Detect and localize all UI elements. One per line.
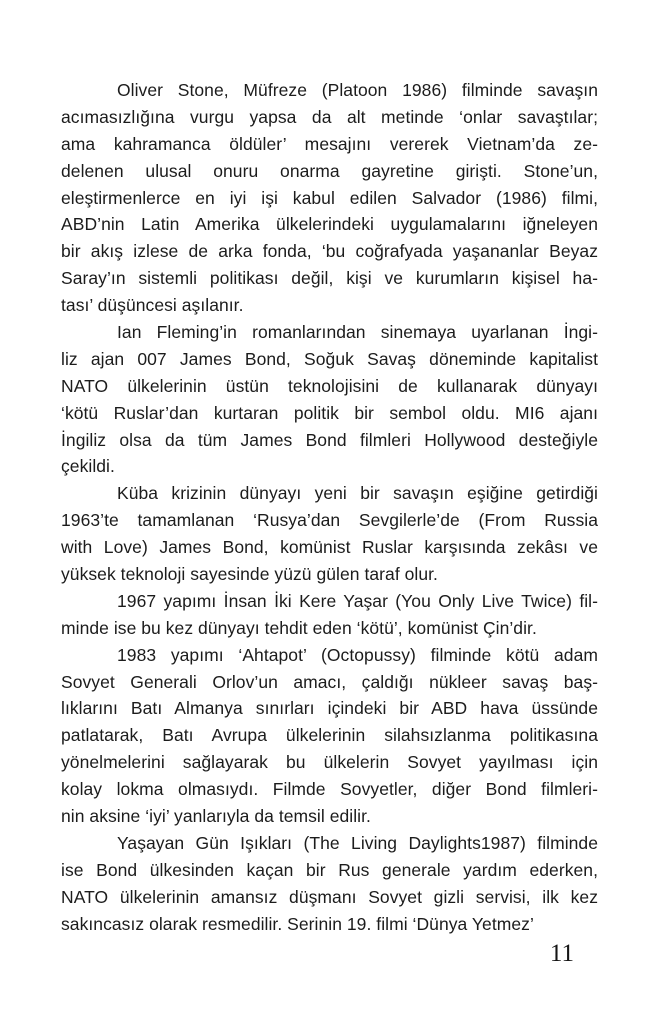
text-line: acımasızlığına vurgu yapsa da alt metinde ‘onlar savaştılar;	[61, 106, 598, 127]
text-line: Küba krizinin dünyayı yeni bir savaşın eşiğine getirdiği	[117, 483, 598, 504]
text-line: ABD’nin Latin Amerika ülkelerindeki uygulamalarını iğneleyen	[61, 214, 598, 235]
text-line: yönelmelerini sağlayarak bu ülkelerin Sovyet yayılması için	[61, 752, 598, 773]
text-line: patlatarak, Batı Avrupa ülkelerinin silahsızlanma politikasına	[61, 725, 598, 746]
text-line: yüksek teknoloji sayesinde yüzü gülen taraf olur.	[61, 564, 438, 585]
text-line: Oliver Stone, Müfreze (Platoon 1986) filminde savaşın	[117, 80, 598, 100]
text-line: 1983 yapımı ‘Ahtapot’ (Octopussy) filminde kötü adam	[117, 644, 598, 665]
text-line: NATO ülkelerinin amansız düşmanı Sovyet gizli servisi, ilk kez	[61, 886, 598, 907]
page-number: 11	[549, 940, 574, 967]
text-line: Sovyet Generali Orlov’un amacı, çaldığı nükleer savaş baş-	[61, 671, 598, 692]
text-line: 1963’te tamamlanan ‘Rusya’dan Sevgilerle’de (From Russia	[61, 510, 598, 531]
text-line: with Love) James Bond, komünist Ruslar karşısında zekâsı ve	[61, 537, 598, 558]
text-line: 1967 yapımı İnsan İki Kere Yaşar (You Only Live Twice) fil-	[117, 590, 598, 611]
paragraph	[61, 480, 598, 588]
text-line: eleştirmenlerce en iyi işi kabul edilen Salvador (1986) filmi,	[61, 187, 598, 208]
paragraph	[61, 319, 598, 480]
text-line: liz ajan 007 James Bond, Soğuk Savaş döneminde kapitalist	[61, 348, 598, 369]
text-line: delenen ulusal onuru onarma gayretine girişti. Stone’un,	[61, 160, 598, 181]
text-line: çekildi.	[61, 456, 115, 477]
paragraph	[61, 830, 598, 938]
text-line: ‘kötü Ruslar’dan kurtaran politik bir sembol oldu. MI6 ajanı	[61, 402, 598, 423]
text-line: minde ise bu kez dünyayı tehdit eden ‘kötü’, komünist Çin’dir.	[61, 617, 537, 638]
text-line: lıklarını Batı Almanya sınırları içindeki bir ABD hava üssünde	[61, 698, 598, 719]
text-line: ama kahramanca öldüler’ mesajını vererek Vietnam’da ze-	[61, 133, 598, 154]
text-line: İngiliz olsa da tüm James Bond filmleri Hollywood desteğiyle	[61, 429, 598, 450]
text-line: NATO ülkelerinin üstün teknolojisini de kullanarak dünyayı	[61, 375, 598, 396]
text-line: Ian Fleming’in romanlarından sinemaya uyarlanan İngi-	[117, 322, 598, 343]
paragraph	[61, 77, 598, 319]
text-line: bir akış izlese de arka fonda, ‘bu coğrafyada yaşananlar Beyaz	[61, 241, 598, 262]
paragraph	[61, 642, 598, 830]
text-line: sakıncasız olarak resmedilir. Serinin 19. filmi ‘Dünya Yetmez’	[61, 913, 534, 934]
paragraph	[61, 588, 598, 642]
text-line: tası’ düşüncesi aşılanır.	[61, 295, 244, 316]
text-line: Yaşayan Gün Işıkları (The Living Daylights1987) filminde	[117, 832, 598, 853]
body-text	[61, 77, 598, 938]
text-line: nin aksine ‘iyi’ yanlarıyla da temsil edilir.	[61, 806, 371, 827]
text-line: ise Bond ülkesinden kaçan bir Rus generale yardım ederken,	[61, 859, 598, 880]
text-line: kolay lokma olmasıydı. Filmde Sovyetler, diğer Bond filmleri-	[61, 779, 598, 800]
text-line: Saray’ın sistemli politikası değil, kişi ve kurumların kişisel ha-	[61, 268, 598, 289]
